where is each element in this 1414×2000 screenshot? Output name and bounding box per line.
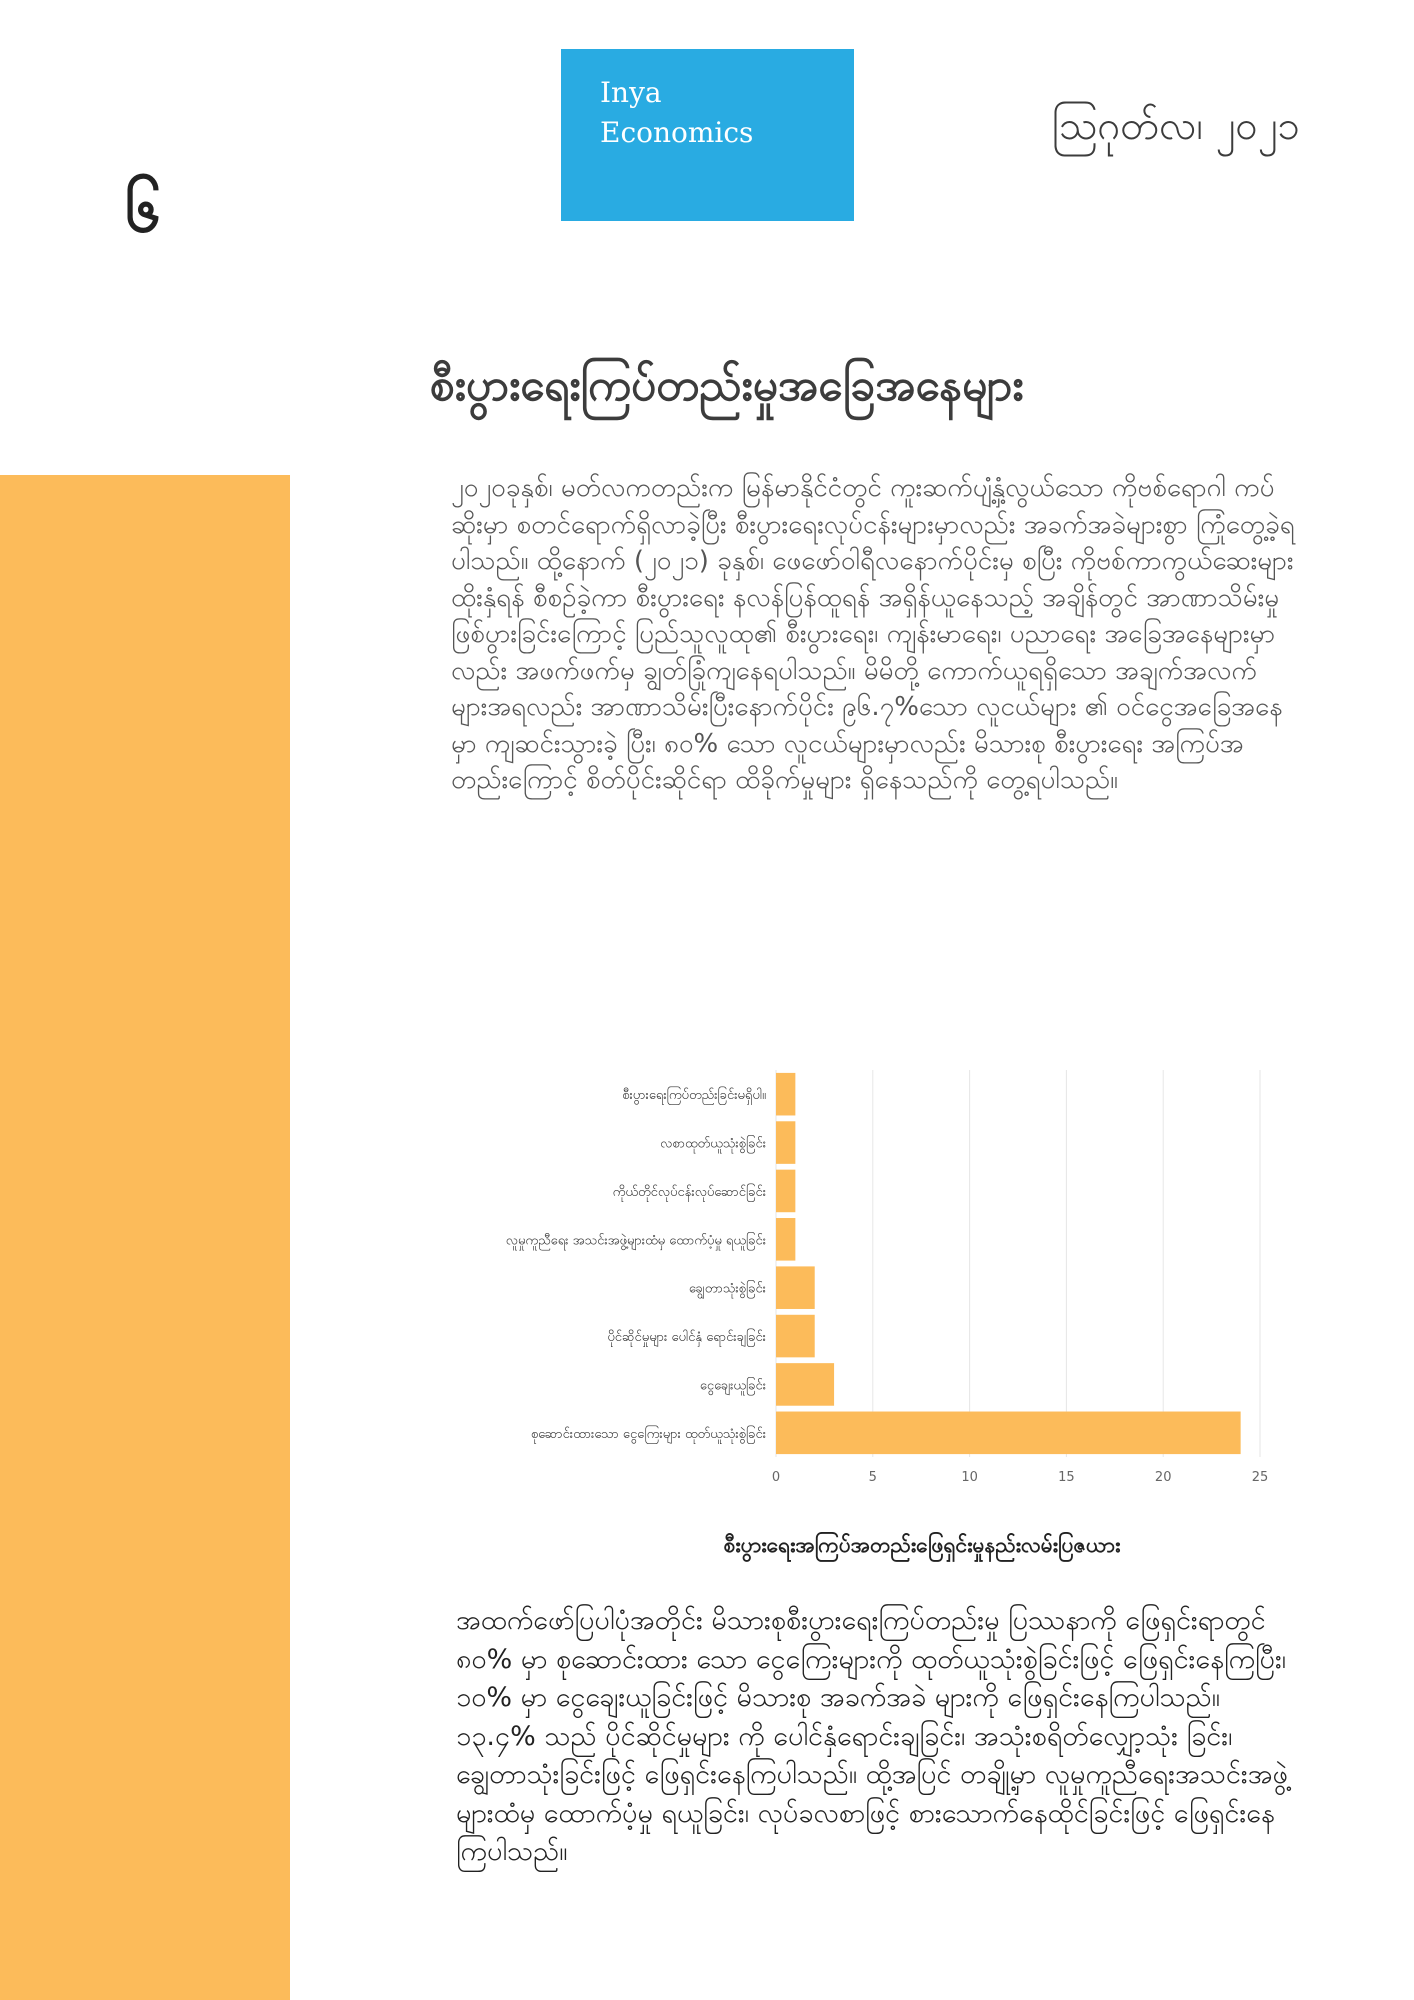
x-tick-label: 25 xyxy=(1251,1470,1269,1485)
x-tick-label: 10 xyxy=(961,1470,978,1485)
logo xyxy=(561,49,854,221)
bar xyxy=(776,1363,834,1406)
category-label: ကိုယ်တိုင်လုပ်ငန်းလုပ်ဆောင်ခြင်း xyxy=(612,1184,766,1200)
x-tick-label: 5 xyxy=(868,1470,877,1485)
coping-methods-bar-chart xyxy=(420,1060,1300,1490)
analysis-paragraph: အထက်ဖော်ပြပါပုံအတိုင်း မိသားစုစီးပွားရေးကြပ်တည်းမှု ပြဿနာကို ဖြေရှင်းရာတွင် ၈၀% မှာ စုဆောင်းထား သော ငွေကြေးများကို ထုတ်ယူသုံးစွဲခြင်းဖြင့် ဖြေရှင်းနေကြပြီး၊ ၁၀% မှာ ငွေချေးယူခြင်းဖြင့် မိသားစု အခက်အခဲ များကို ဖြေရှင်းနေကြပါသည်။ ၁၃.၄% သည် ပိုင်ဆိုင်မှုများ ကို ပေါင်နှံရောင်းချခြင်း၊ အသုံးစရိတ်လျှော့သုံး ခြင်း၊ ချွေတာသုံးခြင်းဖြင့် ဖြေရှင်းနေကြပါသည်။ ထို့အပြင် တချို့မှာ လူမှုကူညီရေးအသင်းအဖွဲ့များထံမှ ထောက်ပံ့မှု ရယူခြင်း၊ လုပ်ခလစာဖြင့် စားသောက်နေထိုင်ခြင်းဖြင့် ဖြေရှင်းနေကြပါသည်။ xyxy=(456,1605,1288,1867)
bar xyxy=(776,1121,795,1164)
section-heading: စီးပွားရေးကြပ်တည်းမှုအခြေအနေများ xyxy=(430,360,1024,411)
category-label: စီးပွားရေးကြပ်တည်းခြင်းမရှိပါ။ xyxy=(622,1088,766,1104)
report-date: ဩဂုတ်လ၊ ၂၀၂၁ xyxy=(1051,103,1300,149)
category-label: လစာထုတ်ယူသုံးစွဲခြင်း xyxy=(660,1136,766,1152)
logo-line-1: Inya xyxy=(600,76,662,109)
logo-line-2: Economics xyxy=(600,116,754,149)
bar xyxy=(776,1412,1241,1455)
x-tick-label: 20 xyxy=(1154,1470,1172,1485)
category-label: ပိုင်ဆိုင်မှုများ ပေါင်နှံ ရောင်းချခြင်း xyxy=(607,1330,766,1346)
bar xyxy=(776,1266,815,1309)
bar xyxy=(776,1073,795,1116)
category-label: ချွေတာသုံးစွဲခြင်း xyxy=(688,1281,766,1297)
intro-paragraph: ၂၀၂၀ခုနှစ်၊ မတ်လကတည်းက မြန်မာနိုင်ငံတွင် ကူးဆက်ပျံ့နှံ့လွယ်သော ကိုဗစ်ရောဂါ ကပ်ဆိုးမှာ စတင်ရောက်ရှိလာခဲ့ပြီး စီးပွားရေးလုပ်ငန်းများမှာလည်း အခက်အခဲများစွာ ကြုံတွေ့ခဲ့ရပါသည်။ ထို့နောက် (၂၀၂၁) ခုနှစ်၊ ဖေဖော်ဝါရီလနောက်ပိုင်းမှ စပြီး ကိုဗစ်ကာကွယ်ဆေးများထိုးနှံရန် စီစဉ်ခဲ့ကာ စီးပွားရေး နလန်ပြန်ထူရန် အရှိန်ယူနေသည့် အချိန်တွင် အာဏာသိမ်းမှုဖြစ်ပွားခြင်းကြောင့် ပြည်သူလူထု၏ စီးပွားရေး၊ ကျန်းမာရေး၊ ပညာရေး အခြေအနေများမှာလည်း အဖက်ဖက်မှ ချွတ်ခြုံကျနေရပါသည်။ မိမိတို့ ကောက်ယူရရှိသော အချက်အလက် များအရလည်း အာဏာသိမ်းပြီးနောက်ပိုင်း ၉၆.၇%သော လူငယ်များ ၏ ဝင်ငွေအခြေအနေမှာ ကျဆင်းသွားခဲ့ ပြီး၊ ၈၀% သော လူငယ်များမှာလည်း မိသားစု စီးပွားရေး အကြပ်အတည်းကြောင့် စိတ်ပိုင်းဆိုင်ရာ ထိခိုက်မှုများ ရှိနေသည်ကို တွေ့ရပါသည်။ xyxy=(451,473,1295,795)
bar xyxy=(776,1170,795,1213)
x-tick-label: 15 xyxy=(1058,1470,1075,1485)
accent-side-bar xyxy=(0,475,290,2000)
bar xyxy=(776,1218,795,1261)
category-label: လူမှုကူညီရေး အသင်းအဖွဲ့များထံမှ ထောက်ပံ့မှု ရယူခြင်း xyxy=(505,1233,766,1249)
x-tick-label: 0 xyxy=(771,1470,781,1485)
category-label: ငွေချေးယူခြင်း xyxy=(699,1378,766,1394)
chart-caption: စီးပွားရေးအကြပ်အတည်းဖြေရှင်းမှုနည်းလမ်းပြဇယား xyxy=(723,1533,1121,1557)
bar xyxy=(776,1315,815,1358)
page-number: ၆ xyxy=(125,173,161,247)
category-label: စုဆောင်းထားသော ငွေကြေးများ ထုတ်ယူသုံးစွဲခြင်း xyxy=(530,1426,766,1442)
